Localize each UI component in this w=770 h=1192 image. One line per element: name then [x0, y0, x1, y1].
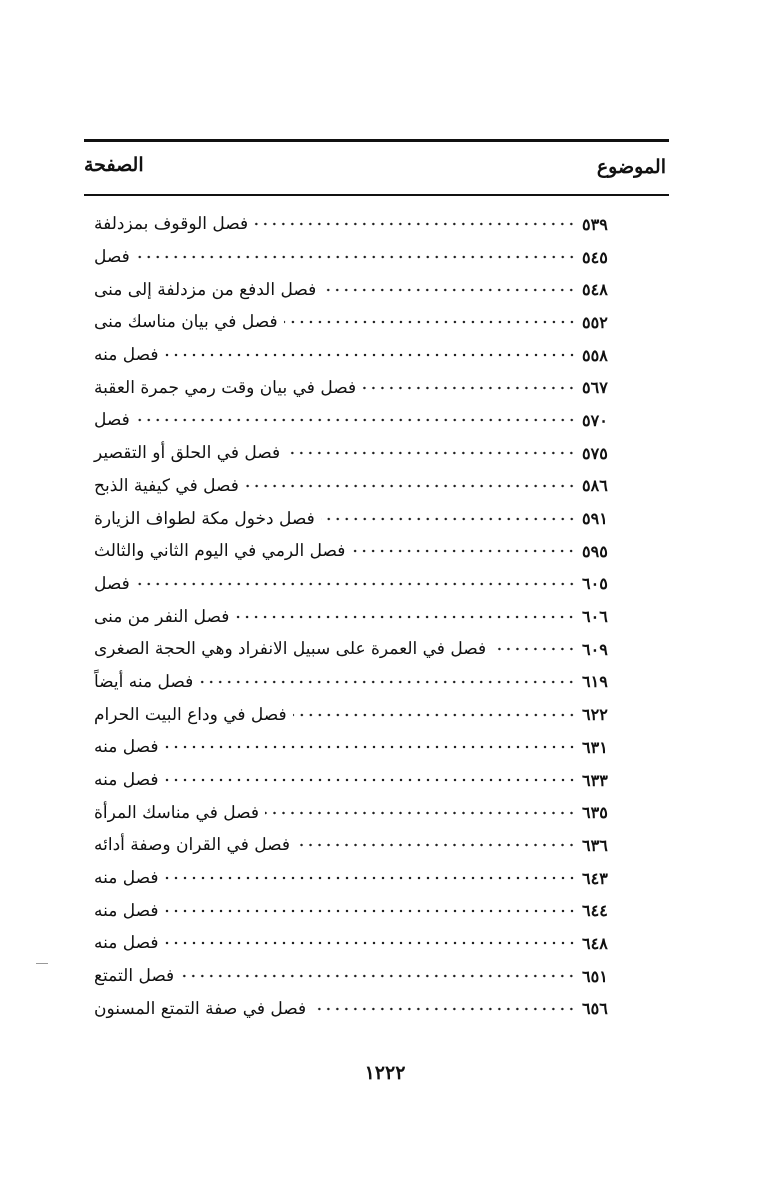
- toc-entry: [84, 273, 624, 306]
- entry-title: فصل في وداع البيت الحرام: [94, 704, 287, 725]
- entry-title: فصل في العمرة على سبيل الانفراد وهي الحجة الصغرى: [94, 639, 487, 660]
- dot-leader: [284, 316, 576, 328]
- entry-page-number: ٥٩٥: [582, 541, 608, 561]
- entry-title: فصل منه: [94, 737, 159, 758]
- entry-title: فصل الدفع من مزدلفة إلى منى: [94, 279, 317, 300]
- dot-leader: [312, 1003, 576, 1015]
- entry-title: فصل في بيان وقت رمي جمرة العقبة: [94, 377, 357, 398]
- entry-page-number: ٦٣٥: [582, 803, 608, 823]
- entry-page-number: ٥٤٥: [582, 247, 608, 267]
- dot-leader: [136, 251, 576, 263]
- entry-page-number: ٦٥٦: [582, 999, 608, 1019]
- entry-page-number: ٦٢٢: [582, 705, 608, 725]
- entry-page-number: ٦٣١: [582, 737, 608, 757]
- entry-title: فصل منه: [94, 933, 159, 954]
- entry-page-number: ٦٤٤: [582, 901, 608, 921]
- entry-title: فصل منه: [94, 900, 159, 921]
- entry-page-number: ٦٤٨: [582, 933, 608, 953]
- toc-entry: [84, 502, 624, 535]
- entry-title: فصل في القران وصفة أدائه: [94, 835, 290, 856]
- dot-leader: [165, 774, 577, 786]
- page-folio: ١٢٢٢: [364, 1062, 406, 1084]
- toc-list: [84, 208, 624, 1025]
- entry-title: فصل في صفة التمتع المسنون: [94, 998, 307, 1019]
- entry-page-number: ٥٥٢: [582, 312, 608, 332]
- entry-title: فصل منه: [94, 868, 159, 889]
- entry-title: فصل في بيان مناسك منى: [94, 312, 278, 333]
- toc-entry: [84, 927, 624, 960]
- entry-page-number: ٥٦٧: [582, 378, 608, 398]
- entry-title: فصل في كيفية الذبح: [94, 475, 239, 496]
- entry-title: فصل الرمي في اليوم الثاني والثالث: [94, 541, 346, 562]
- margin-mark: [36, 963, 48, 964]
- entry-title: فصل في الحلق أو التقصير: [94, 443, 281, 464]
- entry-page-number: ٦٤٣: [582, 868, 608, 888]
- entry-page-number: ٥٨٦: [582, 476, 608, 496]
- dot-leader: [245, 480, 576, 492]
- toc-entry: [84, 829, 624, 862]
- entry-title: فصل دخول مكة لطواف الزيارة: [94, 508, 315, 529]
- entry-title: فصل منه أيضاً: [94, 671, 194, 692]
- dot-leader: [362, 382, 576, 394]
- page-column-header: الصفحة: [84, 154, 144, 176]
- toc-entry: [84, 960, 624, 993]
- top-rule: [84, 139, 669, 142]
- topic-column-header: الموضوع: [596, 156, 666, 178]
- toc-entry: [84, 339, 624, 372]
- toc-entry: [84, 568, 624, 601]
- entry-title: فصل منه: [94, 345, 159, 366]
- entry-page-number: ٦٣٣: [582, 770, 608, 790]
- toc-entry: [84, 306, 624, 339]
- entry-title: فصل: [94, 573, 130, 594]
- entry-title: فصل التمتع: [94, 966, 175, 987]
- entry-title: فصل منه: [94, 770, 159, 791]
- entry-title: فصل النفر من منى: [94, 606, 230, 627]
- toc-entry: [84, 208, 624, 241]
- entry-page-number: ٥٧٥: [582, 443, 608, 463]
- dot-leader: [235, 611, 576, 623]
- toc-entry: [84, 698, 624, 731]
- dot-leader: [136, 578, 576, 590]
- dot-leader: [165, 905, 577, 917]
- toc-entry: [84, 404, 624, 437]
- entry-page-number: ٥٣٩: [582, 214, 608, 234]
- toc-entry: [84, 437, 624, 470]
- toc-entry: [84, 241, 624, 274]
- entry-page-number: ٦٣٦: [582, 835, 608, 855]
- toc-entry: [84, 862, 624, 895]
- entry-title: فصل: [94, 247, 130, 268]
- dot-leader: [165, 872, 577, 884]
- entry-page-number: ٥٥٨: [582, 345, 608, 365]
- dot-leader: [165, 937, 577, 949]
- toc-entry: [84, 600, 624, 633]
- entry-title: فصل: [94, 410, 130, 431]
- dot-leader: [254, 218, 576, 230]
- toc-entry: [84, 731, 624, 764]
- dot-leader: [293, 709, 576, 721]
- toc-entry: [84, 470, 624, 503]
- dot-leader: [180, 970, 576, 982]
- header-rule: [84, 194, 669, 196]
- dot-leader: [165, 349, 577, 361]
- entry-title: فصل في مناسك المرأة: [94, 802, 259, 823]
- dot-leader: [296, 839, 576, 851]
- toc-entry: [84, 633, 624, 666]
- toc-entry: [84, 535, 624, 568]
- dot-leader: [199, 676, 576, 688]
- dot-leader: [165, 741, 577, 753]
- dot-leader: [321, 513, 576, 525]
- toc-entry: [84, 666, 624, 699]
- dot-leader: [286, 447, 576, 459]
- toc-entry: [84, 796, 624, 829]
- entry-page-number: ٥٤٨: [582, 280, 608, 300]
- entry-page-number: ٦٠٩: [582, 639, 608, 659]
- entry-page-number: ٥٧٠: [582, 410, 608, 430]
- entry-page-number: ٦٥١: [582, 966, 608, 986]
- dot-leader: [322, 284, 576, 296]
- entry-page-number: ٦١٩: [582, 672, 608, 692]
- toc-entry: [84, 894, 624, 927]
- toc-entry: [84, 993, 624, 1026]
- toc-entry: [84, 764, 624, 797]
- dot-leader: [136, 414, 576, 426]
- entry-page-number: ٥٩١: [582, 509, 608, 529]
- entry-title: فصل الوقوف بمزدلفة: [94, 214, 249, 235]
- dot-leader: [492, 643, 576, 655]
- entry-page-number: ٦٠٦: [582, 607, 608, 627]
- dot-leader: [351, 545, 576, 557]
- dot-leader: [265, 807, 576, 819]
- entry-page-number: ٦٠٥: [582, 574, 608, 594]
- toc-entry: [84, 371, 624, 404]
